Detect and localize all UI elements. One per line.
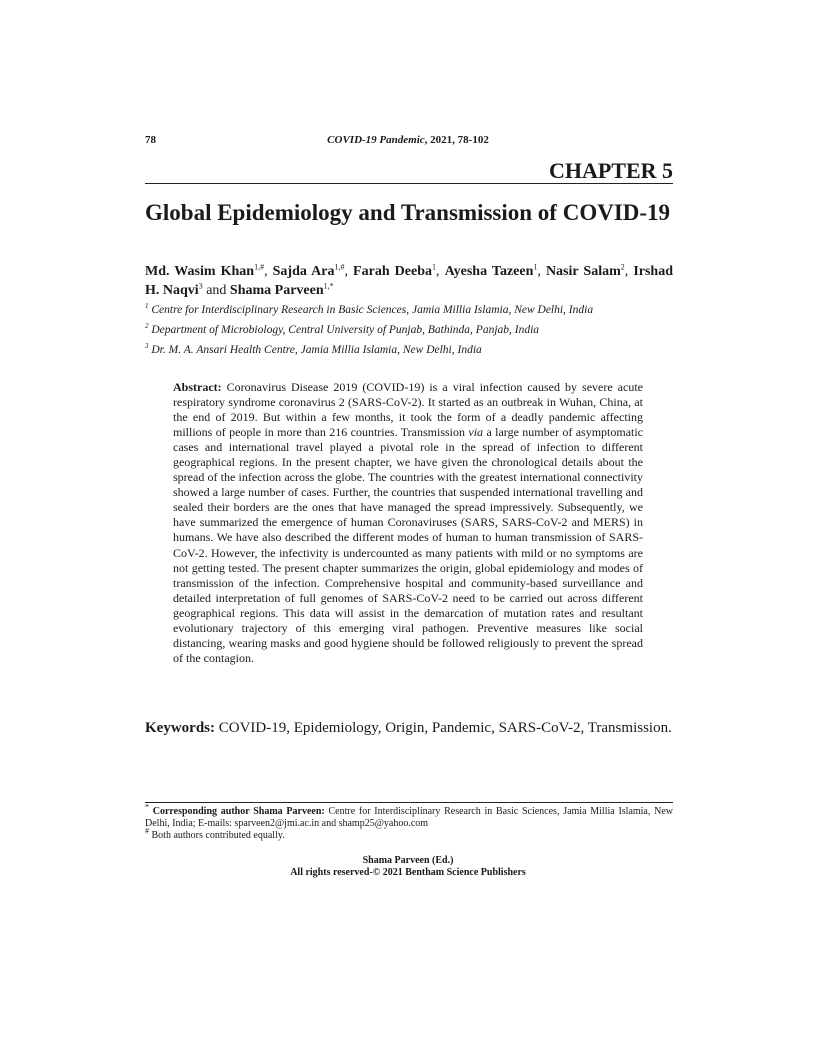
keywords xyxy=(145,719,673,738)
affiliation xyxy=(145,343,685,357)
footnote-rule xyxy=(145,802,673,803)
corresponding-author-text: Centre for Interdisciplinary Research in Basic Sciences, Jamia Millia Islamia, New Delhi, India; E-mails: sparveen2@jmi.ac.in and shamp25@yahoo.com xyxy=(145,806,673,829)
chapter-rule xyxy=(145,183,673,184)
affiliation-superscript: 2 xyxy=(145,322,149,331)
author-name: Ayesha Tazeen xyxy=(444,264,534,279)
affiliation-superscript: 3 xyxy=(145,342,149,351)
corresponding-author-label: Corresponding author Shama Parveen: xyxy=(152,806,325,817)
author-separator: , xyxy=(436,264,445,279)
keywords-text: COVID-19, Epidemiology, Origin, Pandemic, SARS-CoV-2, Transmission. xyxy=(215,720,672,736)
author-name: Sajda Ara xyxy=(272,264,335,279)
chapter-label: CHAPTER 5 xyxy=(548,158,673,183)
keywords-label: Keywords: xyxy=(145,720,215,736)
affiliation-text: Department of Microbiology, Central University of Punjab, Bathinda, Panjab, India xyxy=(151,324,540,336)
affiliation-text: Dr. M. A. Ansari Health Centre, Jamia Millia Islamia, New Delhi, India xyxy=(151,344,482,356)
affiliation xyxy=(145,303,685,317)
copyright-notice: All rights reserved-© 2021 Bentham Science Publishers xyxy=(290,867,526,878)
page-number: 78 xyxy=(145,134,156,146)
equal-contribution-text: Both authors contributed equally. xyxy=(149,830,285,841)
author-superscript: 1,# xyxy=(254,262,265,272)
author-superscript: 2 xyxy=(620,262,625,272)
author-name: Md. Wasim Khan xyxy=(145,264,255,279)
author-separator: , xyxy=(537,264,546,279)
footnote-mark: # xyxy=(145,826,149,836)
abstract-text: Coronavirus Disease 2019 (COVID-19) is a viral infection caused by severe acute respiratory syndrome coronavirus 2 (SARS-CoV-2). It started as an outbreak in Wuhan, China, at the end of 2019. But within a few months, it took the form of a deadly pandemic affecting millions of people in more than 216 countries. Transmission xyxy=(173,380,643,440)
affiliation-superscript: 1 xyxy=(145,302,149,311)
journal-title: COVID-19 Pandemic xyxy=(327,134,425,146)
author-name: Irshad H. Naqvi xyxy=(145,264,673,298)
author-separator: , xyxy=(624,264,634,279)
journal-year-pages: , 2021, 78-102 xyxy=(424,134,489,146)
author-superscript: 1,# xyxy=(334,262,345,272)
author-name: Nasir Salam xyxy=(545,264,621,279)
author-separator: , xyxy=(344,264,354,279)
author-superscript: 1 xyxy=(533,262,538,272)
abstract-text-continued: a large number of asymptomatic cases and international travel played a pivotal role in the spread of infection to different geographical regions. In the present chapter, we have given the chronological details about the spread of the infection across the globe. The countries with the greatest international connectivity showed a large number of cases. Further, the countries that suspended international travelling and sealed their borders are the ones that have managed the spread impressively. Subsequently, we have summarized the emergence of human Coronaviruses (SARS, SARS-CoV-2 and MERS) in humans. We have also described the different modes of human to human transmission of SARS-CoV-2. However, the infectivity is undercounted as many patients with mild or no symptoms are not getting tested. The present chapter summarizes the origin, global epidemiology and modes of transmission of the infection. Comprehensive hospital and community-based surveillance and detailed interpretation of full genomes of SARS-CoV-2 need to be carried out across different geographical regions. This data will assist in the demarcation of mutation rates and resultant evolutionary trajectory of this emerging viral pathogen. Preventive measures like social distancing, wearing masks and good hygiene should be followed religiously to prevent the spread of the contagion. xyxy=(173,425,644,665)
running-head xyxy=(0,134,816,146)
author-name: Farah Deeba xyxy=(353,264,432,279)
affiliation-text: Centre for Interdisciplinary Research in Basic Sciences, Jamia Millia Islamia, New Delhi, India xyxy=(151,304,594,316)
affiliation xyxy=(145,323,685,337)
abstract xyxy=(173,380,643,666)
footnote-mark: * xyxy=(145,802,149,812)
editor-credit: Shama Parveen (Ed.) xyxy=(362,855,454,866)
author-superscript: 1,* xyxy=(323,281,334,291)
author-superscript: 3 xyxy=(198,281,203,291)
author-name: Shama Parveen xyxy=(229,283,324,298)
author-separator: , xyxy=(264,264,273,279)
chapter-title: Global Epidemiology and Transmission of COVID-19 xyxy=(145,200,671,225)
abstract-italic-via: via xyxy=(468,425,484,440)
corresponding-author-footnote xyxy=(145,802,673,830)
equal-contribution-footnote xyxy=(145,826,673,842)
author-list xyxy=(145,262,673,300)
author-superscript: 1 xyxy=(432,262,436,272)
abstract-label: Abstract: xyxy=(173,380,222,394)
author-separator: and xyxy=(202,283,230,298)
